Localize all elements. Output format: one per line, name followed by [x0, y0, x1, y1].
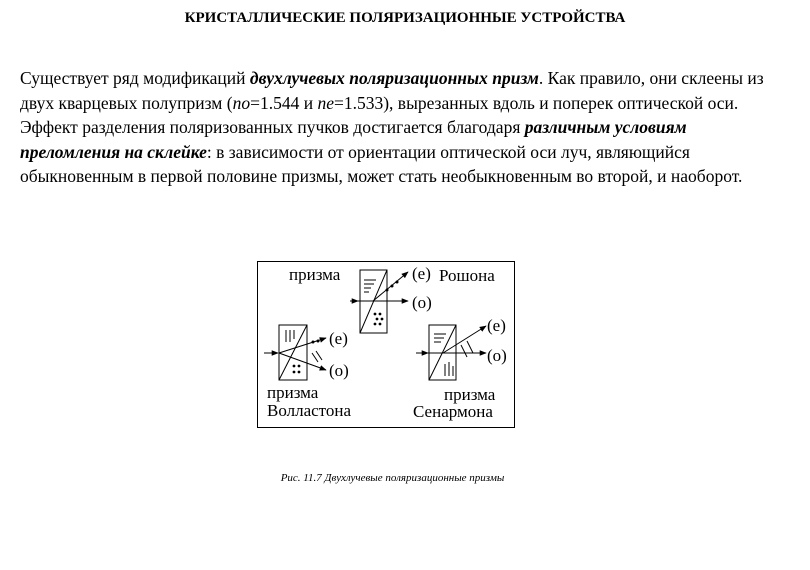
wollaston-e-label: (e) — [329, 329, 348, 348]
wollaston-prism — [264, 325, 326, 380]
text-run: : в зависимости от ориентации оптической оси луч, являющийся обыкновенным в первой половине призмы, может стать необыкновенным во второй, и наоборот. — [20, 141, 743, 186]
rochon-prism — [350, 270, 408, 333]
senarmont-e-label: (e) — [487, 316, 506, 335]
body-paragraph — [20, 66, 790, 189]
symbol-no: no — [232, 92, 251, 113]
symbol-ne: ne — [317, 92, 334, 113]
prisms-figure — [257, 261, 515, 428]
page-title: КРИСТАЛЛИЧЕСКИЕ ПОЛЯРИЗАЦИОННЫЕ УСТРОЙСТВА — [184, 10, 626, 26]
emphasis-term: различным условиям преломления на склейке — [20, 117, 687, 162]
emphasis-term: двухлучевых поляризационных призм — [249, 68, 539, 88]
senarmont-prism-word: призма — [444, 385, 496, 404]
text-run: . Как правило, они склеены из двух кварцевых полупризм ( — [20, 68, 764, 113]
rochon-e-label: (e) — [412, 264, 431, 283]
text-run: =1.533), вырезанных вдоль и поперек оптической оси. Эффект разделения поляризованных пучков достигается благодаря — [20, 92, 739, 137]
figure-caption: Рис. 11.7 Двухлучевые поляризационные призмы — [280, 472, 505, 484]
text-run: =1.544 и — [250, 92, 318, 113]
wollaston-prism-word: призма — [267, 383, 319, 402]
senarmont-o-label: (o) — [487, 346, 507, 365]
rochon-prism-name: Рошона — [439, 266, 495, 285]
senarmont-prism-name: Сенармона — [413, 402, 493, 421]
wollaston-o-label: (o) — [329, 361, 349, 380]
wollaston-prism-name: Волластона — [267, 401, 352, 420]
text-run: Существует ряд модификаций — [20, 68, 250, 88]
rochon-prism-word: призма — [289, 265, 341, 284]
senarmont-prism — [416, 325, 486, 380]
rochon-o-label: (o) — [412, 293, 432, 312]
